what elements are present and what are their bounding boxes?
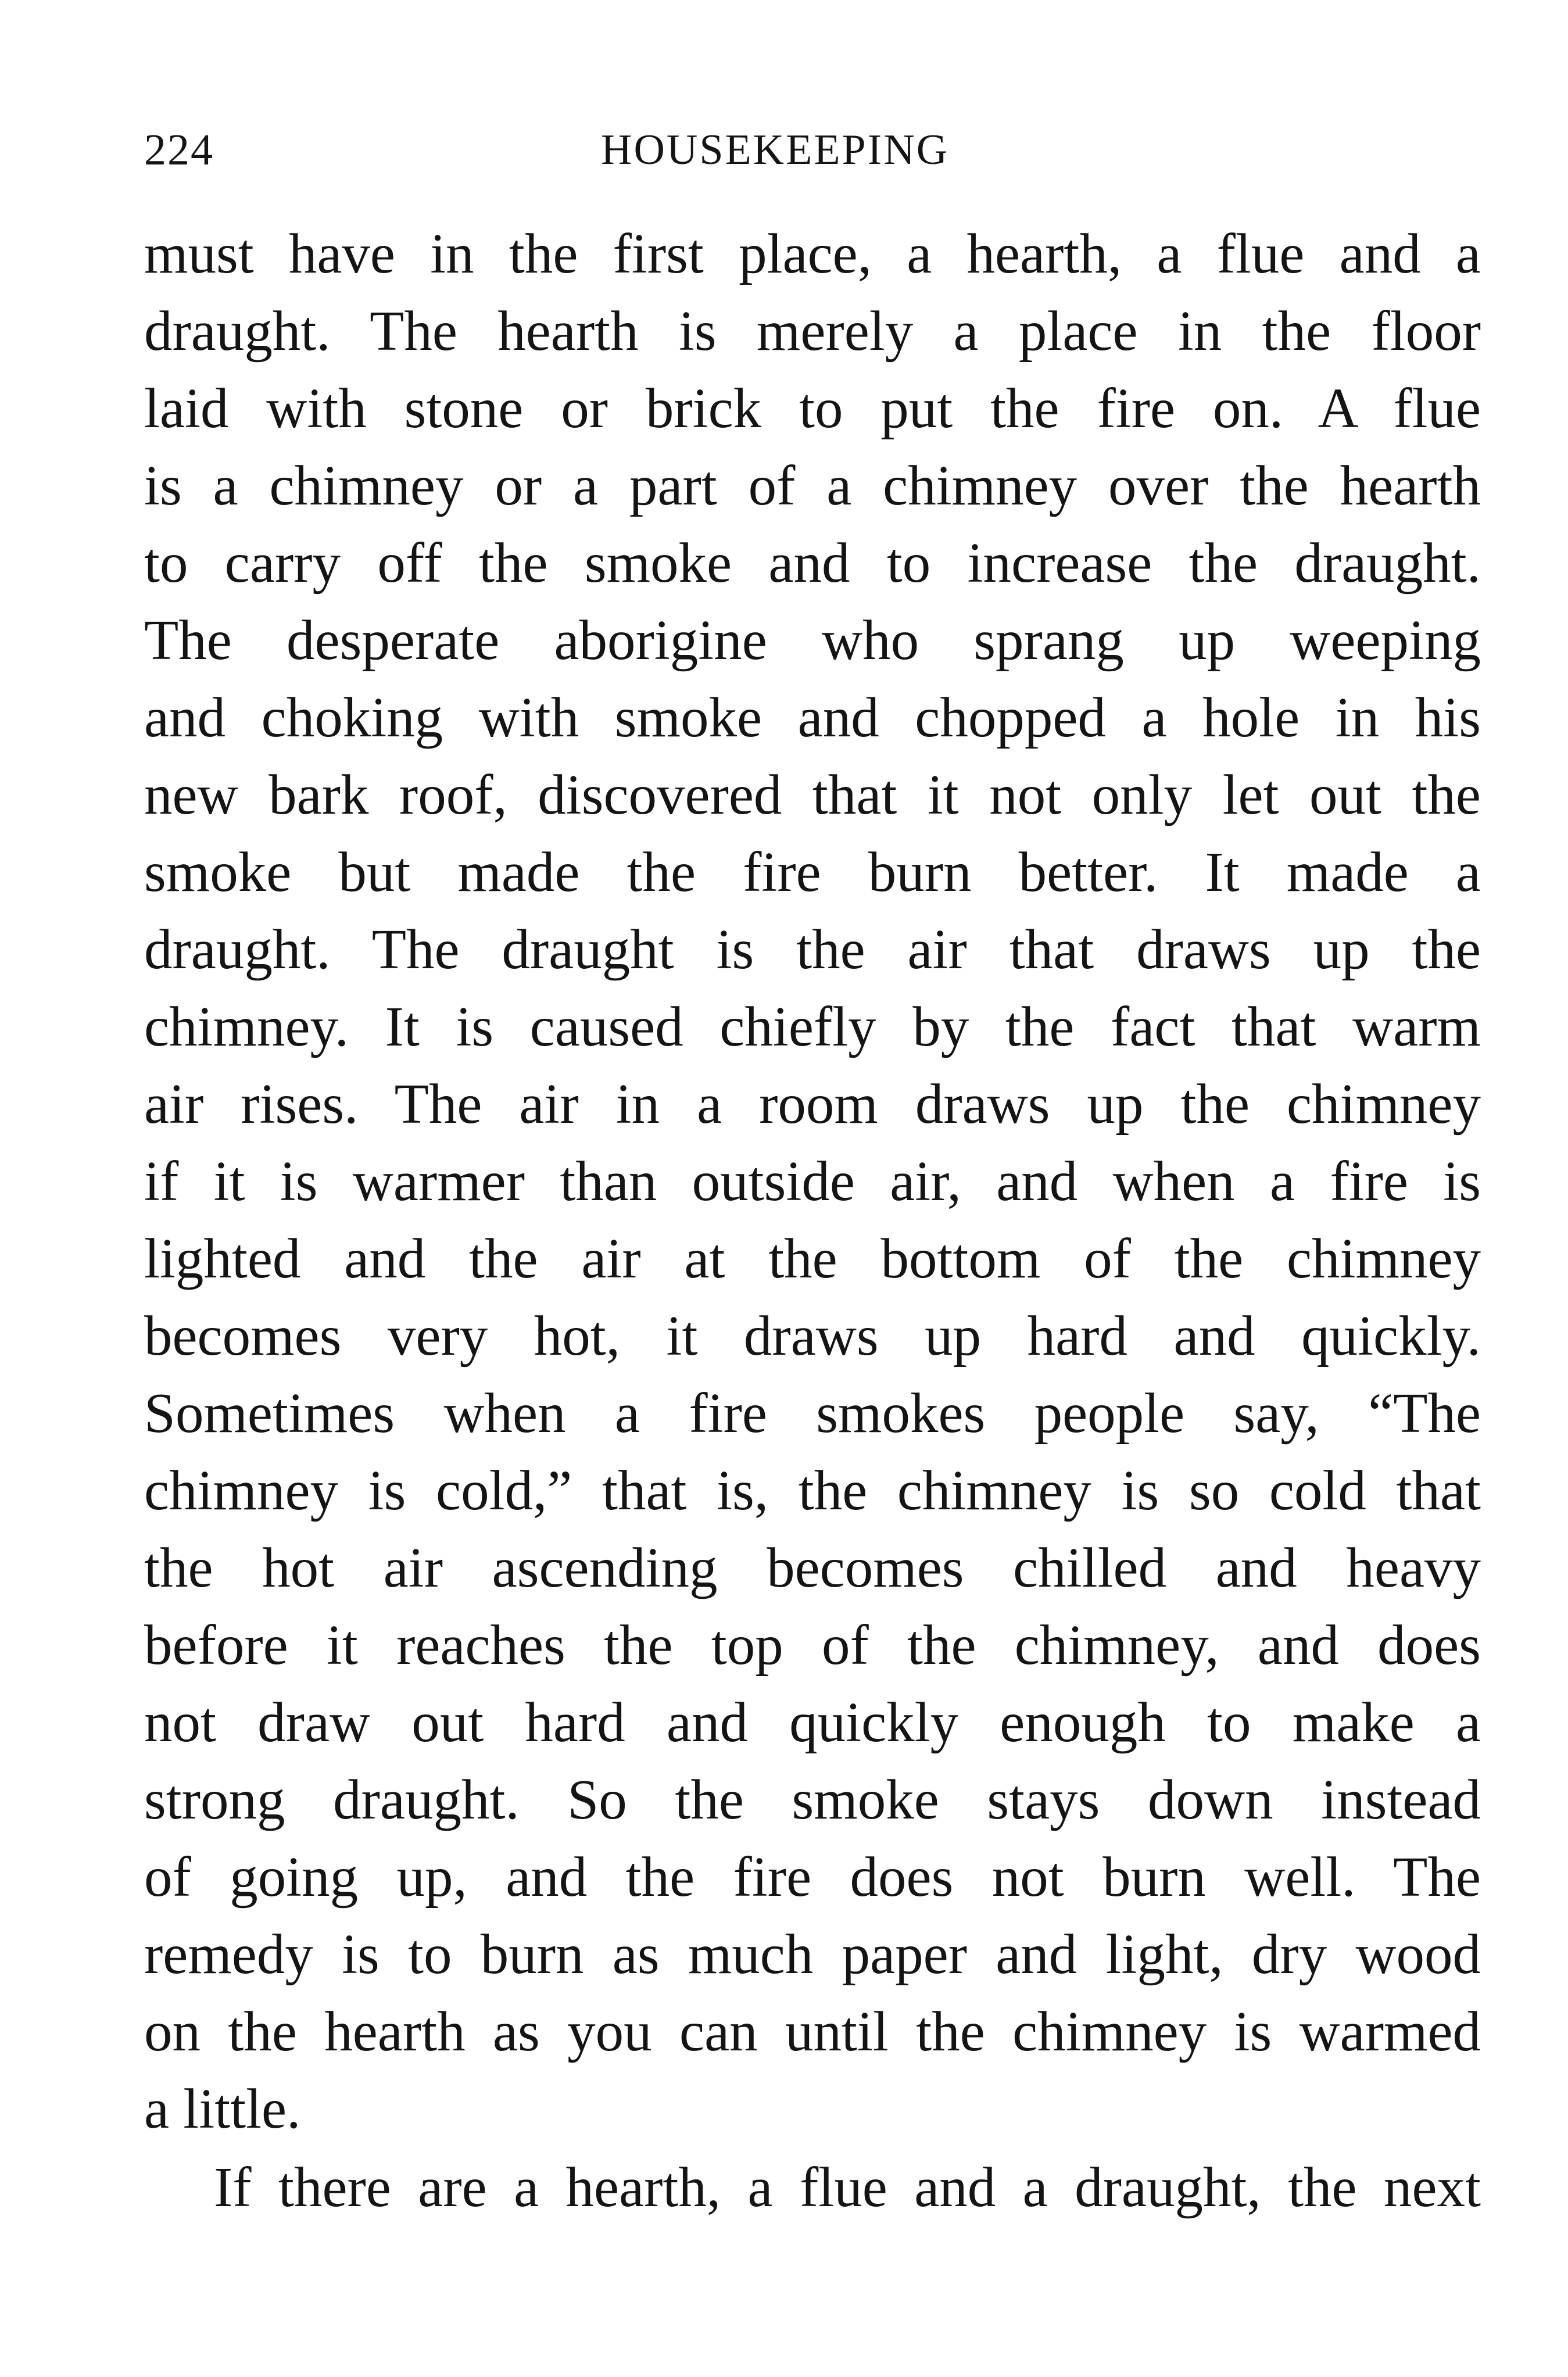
- text-line: before it reaches the top of the chimney, and does: [144, 1614, 1481, 1676]
- text-line: draught. The hearth is merely a place in the floor: [144, 300, 1481, 362]
- text-line: smoke but made the fire burn better. It made a: [144, 841, 1481, 903]
- text-line: to carry off the smoke and to increase the draught.: [144, 532, 1481, 594]
- text-line: draught. The draught is the air that draws up the: [144, 918, 1481, 980]
- running-head: [144, 121, 1481, 185]
- paragraph: [144, 2149, 1481, 2226]
- paragraph: [144, 215, 1481, 2147]
- text-line: air rises. The air in a room draws up the chimney: [144, 1073, 1481, 1135]
- text-line: not draw out hard and quickly enough to make a: [144, 1691, 1481, 1753]
- text-line: the hot air ascending becomes chilled and heavy: [144, 1537, 1481, 1599]
- text-line: and choking with smoke and chopped a hole in his: [144, 686, 1481, 749]
- page-number: 224: [144, 126, 214, 174]
- text-line: chimney. It is caused chiefly by the fact that warm: [144, 996, 1481, 1058]
- running-title: HOUSEKEEPING: [601, 126, 950, 174]
- text-line: The desperate aborigine who sprang up weeping: [144, 609, 1481, 671]
- text-line: lighted and the air at the bottom of the chimney: [144, 1227, 1481, 1290]
- text-line: If there are a hearth, a flue and a draught, the next: [214, 2156, 1481, 2218]
- text-line: must have in the first place, a hearth, a flue and a: [144, 223, 1481, 285]
- text-line: Sometimes when a fire smokes people say, “The: [144, 1382, 1481, 1444]
- text-line: becomes very hot, it draws up hard and quickly.: [144, 1305, 1481, 1367]
- text-line: strong draught. So the smoke stays down instead: [144, 1769, 1481, 1831]
- text-line: laid with stone or brick to put the fire on. A flue: [144, 377, 1481, 439]
- text-line: new bark roof, discovered that it not only let out the: [144, 764, 1481, 826]
- text-line: is a chimney or a part of a chimney over the hearth: [144, 454, 1481, 517]
- text-line: a little.: [144, 2078, 301, 2140]
- body-text: [144, 215, 1481, 2226]
- text-line: if it is warmer than outside air, and when a fire is: [144, 1150, 1481, 1212]
- text-line: remedy is to burn as much paper and light, dry wood: [144, 1923, 1481, 1985]
- text-line: of going up, and the fire does not burn well. The: [144, 1846, 1481, 1908]
- text-line: on the hearth as you can until the chimney is warmed: [144, 2000, 1481, 2063]
- text-line: chimney is cold,” that is, the chimney is so cold that: [144, 1459, 1481, 1522]
